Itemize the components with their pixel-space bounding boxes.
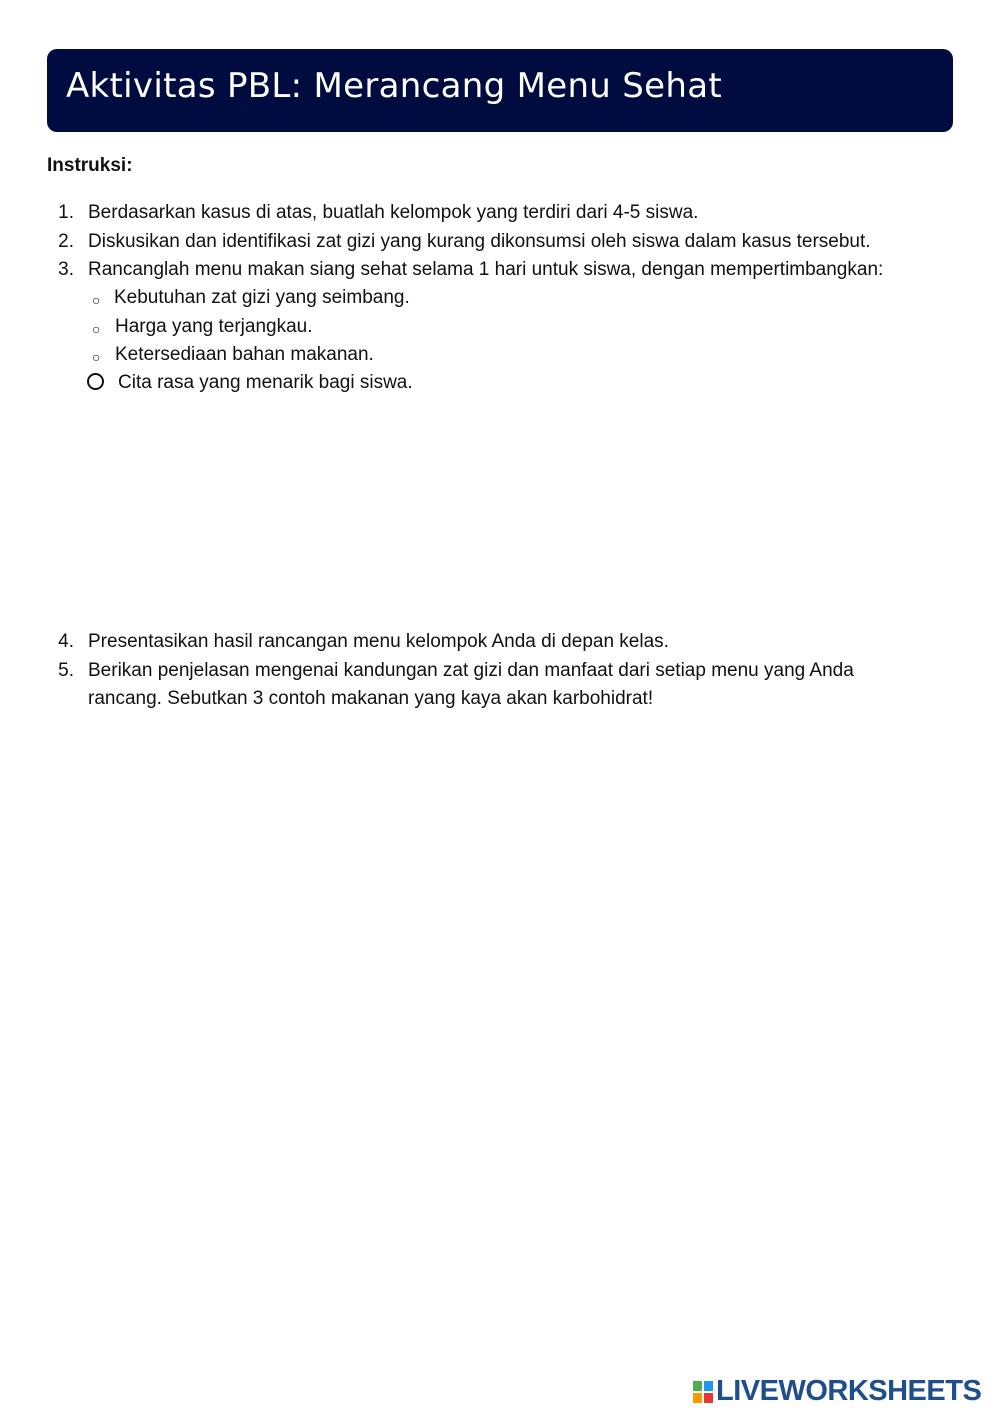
list-item-number: 4. bbox=[58, 631, 74, 652]
sub-list-item-text: Cita rasa yang menarik bagi siswa. bbox=[118, 372, 413, 393]
sub-list-item-text: Kebutuhan zat gizi yang seimbang. bbox=[114, 287, 410, 308]
page-title: Aktivitas PBL: Merancang Menu Sehat bbox=[66, 65, 722, 106]
list-item-number: 2. bbox=[58, 231, 74, 252]
circle-bullet-icon: ○ bbox=[92, 349, 101, 365]
sub-list-item-text: Ketersediaan bahan makanan. bbox=[115, 344, 374, 365]
list-item-text: Berikan penjelasan mengenai kandungan zat gizi dan manfaat dari setiap menu yang Anda bbox=[88, 660, 854, 681]
list-item-number: 1. bbox=[58, 202, 74, 223]
instruction-heading: Instruksi: bbox=[47, 155, 133, 176]
list-item-text: Presentasikan hasil rancangan menu kelompok Anda di depan kelas. bbox=[88, 631, 669, 652]
logo-text: LIVEWORKSHEETS bbox=[716, 1375, 982, 1407]
circle-bullet-icon: ○ bbox=[92, 321, 101, 337]
list-item-text: Rancanglah menu makan siang sehat selama 1 hari untuk siswa, dengan mempertimbangkan: bbox=[88, 259, 884, 280]
logo-squares-icon bbox=[693, 1381, 713, 1403]
list-item-text: Berdasarkan kasus di atas, buatlah kelompok yang terdiri dari 4-5 siswa. bbox=[88, 202, 699, 223]
sub-list-item-text: Harga yang terjangkau. bbox=[115, 316, 313, 337]
list-item-number: 3. bbox=[58, 259, 74, 280]
circle-bullet-icon bbox=[87, 373, 104, 390]
list-item-number: 5. bbox=[58, 660, 74, 681]
list-item-text: rancang. Sebutkan 3 contoh makanan yang kaya akan karbohidrat! bbox=[88, 688, 654, 709]
liveworksheets-logo bbox=[693, 1375, 981, 1408]
title-banner bbox=[47, 49, 953, 132]
circle-bullet-icon: ○ bbox=[92, 292, 101, 308]
list-item-text: Diskusikan dan identifikasi zat gizi yang kurang dikonsumsi oleh siswa dalam kasus tersebut. bbox=[88, 231, 871, 252]
